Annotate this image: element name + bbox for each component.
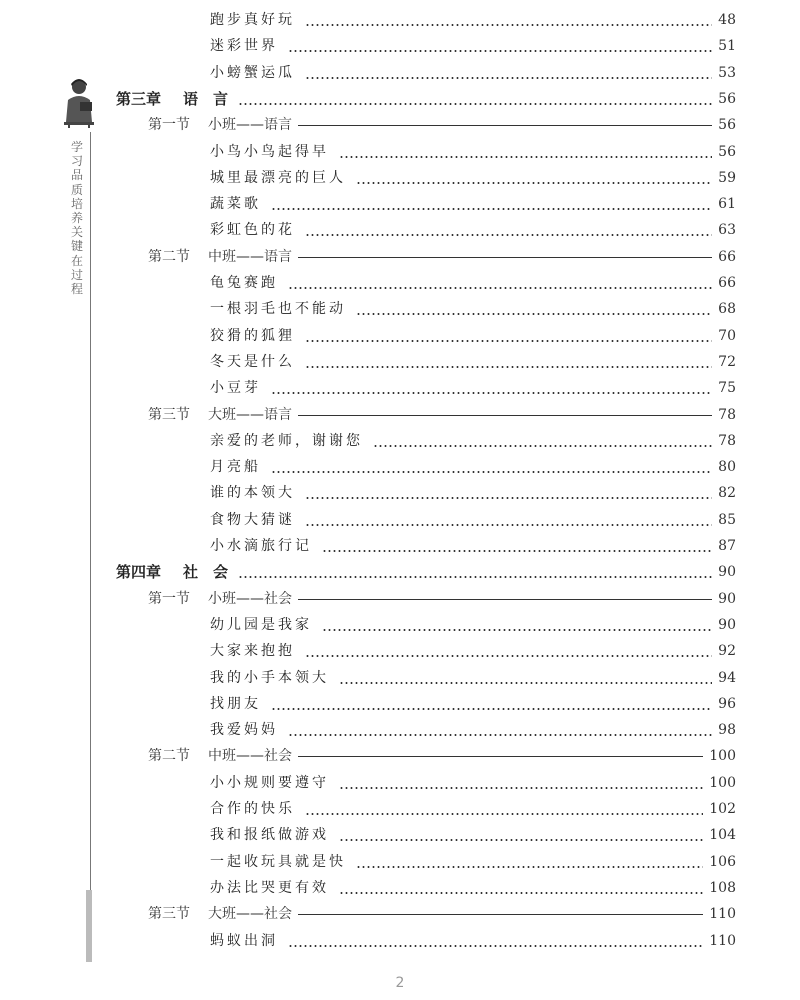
toc-leader <box>305 234 712 236</box>
toc-title: 狡猾的狐狸 <box>210 327 295 344</box>
toc-title: 一根羽毛也不能动 <box>210 301 346 318</box>
toc-page-number: 51 <box>718 38 736 55</box>
toc-page-number: 100 <box>709 774 736 791</box>
toc-leader <box>356 866 703 868</box>
toc-leader <box>356 313 712 315</box>
toc-title: 亲爱的老师，谢谢您 <box>210 432 363 449</box>
toc-item-row <box>210 615 736 635</box>
toc-leader <box>339 892 703 894</box>
toc-page-number: 72 <box>718 353 736 370</box>
toc-item-row <box>210 720 736 740</box>
toc-title: 小螃蟹运瓜 <box>210 64 295 81</box>
toc-leader <box>298 257 712 258</box>
toc-title <box>148 115 292 135</box>
toc-section-row <box>148 589 736 609</box>
toc-title: 小水滴旅行记 <box>210 538 312 554</box>
toc-title: 迷彩世界 <box>210 38 278 55</box>
toc-leader <box>322 629 712 631</box>
toc-leader <box>288 50 712 52</box>
toc-leader <box>271 708 712 710</box>
toc-page-number: 90 <box>718 564 736 581</box>
toc-label: 语 言 <box>183 89 229 108</box>
toc-leader <box>305 340 712 342</box>
toc-page-number: 110 <box>709 932 736 949</box>
toc-title: 小小规则要遵守 <box>210 774 329 791</box>
toc-item-row <box>210 694 736 714</box>
toc-page-number: 53 <box>718 64 736 81</box>
toc-leader <box>271 392 712 394</box>
toc-leader <box>288 734 712 736</box>
toc-leader <box>339 839 703 841</box>
toc-page-number: 68 <box>718 301 736 318</box>
toc-number: 第三章 <box>116 89 162 108</box>
toc-page-number: 80 <box>718 459 736 476</box>
toc-label: 小班——语言 <box>208 117 292 134</box>
toc-section-row <box>148 247 736 267</box>
toc-title <box>116 562 228 582</box>
toc-item-row <box>210 36 736 56</box>
toc-title: 合作的快乐 <box>210 801 295 817</box>
toc-title <box>148 746 292 766</box>
toc-leader <box>238 576 712 578</box>
toc-leader <box>298 599 712 600</box>
toc-leader <box>339 682 712 684</box>
toc-title: 龟兔赛跑 <box>210 275 278 291</box>
toc-title: 冬天是什么 <box>210 353 295 370</box>
toc-item-row <box>210 641 736 661</box>
toc-page-number: 48 <box>718 12 736 28</box>
toc-number: 第一节 <box>148 590 190 607</box>
toc-number: 第一节 <box>148 117 190 134</box>
toc-page-number: 106 <box>709 853 736 870</box>
toc-title: 找朋友 <box>210 695 261 712</box>
toc-item-row <box>210 194 736 214</box>
toc-title <box>148 904 292 924</box>
toc-page-number: 94 <box>718 669 736 686</box>
toc-page-number: 98 <box>718 722 736 739</box>
toc-page-number: 75 <box>718 380 736 397</box>
toc-page-number: 56 <box>718 143 736 160</box>
toc-title: 大家来抱抱 <box>210 643 295 660</box>
toc-title: 小豆芽 <box>210 380 261 397</box>
toc-page-number: 82 <box>718 485 736 502</box>
toc-page-number: 56 <box>718 117 736 134</box>
toc-page-number: 110 <box>709 906 736 923</box>
toc-page-number: 87 <box>718 538 736 554</box>
running-title: 学习品质培养关键在过程 <box>70 140 83 297</box>
toc-leader <box>288 287 712 289</box>
toc-title: 食物大猜谜 <box>210 511 295 528</box>
toc-leader <box>305 813 703 815</box>
toc-leader <box>305 497 712 499</box>
toc-leader <box>271 208 712 210</box>
toc-page-number: 78 <box>718 432 736 449</box>
toc-page-number: 63 <box>718 222 736 239</box>
toc-number: 第二节 <box>148 748 190 765</box>
toc-leader <box>373 445 712 447</box>
toc-leader <box>322 550 712 552</box>
toc-number: 第三节 <box>148 406 190 423</box>
toc-leader <box>271 471 712 473</box>
toc-item-row <box>210 510 736 530</box>
toc-item-row <box>210 10 736 30</box>
toc-title: 蚂蚁出洞 <box>210 932 278 949</box>
toc-page-number: 85 <box>718 511 736 528</box>
toc-number: 第三节 <box>148 906 190 923</box>
toc-leader <box>238 103 712 105</box>
toc-title <box>148 589 292 609</box>
toc-label: 中班——社会 <box>208 748 292 765</box>
toc-title: 小鸟小鸟起得早 <box>210 143 329 160</box>
toc-item-row <box>210 378 736 398</box>
toc-section-row <box>148 904 736 924</box>
toc-title: 幼儿园是我家 <box>210 616 312 633</box>
toc-item-row <box>210 431 736 451</box>
toc-title: 办法比哭更有效 <box>210 879 329 896</box>
toc-leader <box>305 524 712 526</box>
toc-page-number: 90 <box>718 590 736 607</box>
toc-number: 第四章 <box>116 563 162 582</box>
toc-page-number: 90 <box>718 616 736 633</box>
toc-title: 城里最漂亮的巨人 <box>210 169 346 186</box>
toc-item-row <box>210 773 736 793</box>
toc-page-number: 56 <box>718 90 736 107</box>
toc-item-row <box>210 799 736 819</box>
toc-item-row <box>210 168 736 188</box>
toc-label: 社 会 <box>183 563 229 582</box>
toc-page-number: 59 <box>718 169 736 186</box>
toc-item-row <box>210 483 736 503</box>
toc-item-row <box>210 931 736 951</box>
toc-label: 中班——语言 <box>208 248 292 265</box>
toc-page-number: 66 <box>718 248 736 265</box>
toc-page-number: 108 <box>709 879 736 896</box>
toc-title: 蔬菜歌 <box>210 196 261 213</box>
toc-item-row <box>210 142 736 162</box>
toc-item-row <box>210 220 736 240</box>
toc-leader <box>288 945 703 947</box>
toc-chapter-row <box>116 562 736 582</box>
toc-leader <box>356 182 712 184</box>
toc-title: 彩虹色的花 <box>210 222 295 239</box>
toc-page-number: 70 <box>718 327 736 344</box>
toc-title <box>148 247 292 267</box>
toc-number: 第二节 <box>148 248 190 265</box>
toc-leader <box>339 156 712 158</box>
toc-chapter-row <box>116 89 736 109</box>
toc-item-row <box>210 852 736 872</box>
toc-title <box>148 405 292 425</box>
toc-title: 我的小手本领大 <box>210 669 329 686</box>
toc-page-number: 92 <box>718 643 736 660</box>
toc-page-number: 96 <box>718 695 736 712</box>
toc-label: 大班——社会 <box>208 906 292 923</box>
toc-leader <box>305 655 712 657</box>
toc-page-number: 78 <box>718 406 736 423</box>
toc-leader <box>305 366 712 368</box>
toc-leader <box>305 77 712 79</box>
toc-item-row <box>210 825 736 845</box>
toc-leader <box>305 24 712 26</box>
toc-title: 一起收玩具就是快 <box>210 853 346 870</box>
toc-title <box>116 89 228 109</box>
toc-leader <box>339 787 703 789</box>
toc-page-number: 104 <box>709 827 736 844</box>
toc-title: 我爱妈妈 <box>210 722 278 739</box>
toc-leader <box>298 415 712 416</box>
toc-item-row <box>210 273 736 293</box>
toc-section-row <box>148 405 736 425</box>
toc-item-row <box>210 457 736 477</box>
toc-item-row <box>210 299 736 319</box>
toc-item-row <box>210 352 736 372</box>
toc-item-row <box>210 668 736 688</box>
toc-item-row <box>210 63 736 83</box>
toc-page-number: 102 <box>709 801 736 817</box>
toc-title: 我和报纸做游戏 <box>210 827 329 844</box>
page-number: 2 <box>395 975 405 991</box>
toc-leader <box>298 125 712 126</box>
toc-item-row <box>210 326 736 346</box>
toc-leader <box>298 914 703 915</box>
toc-item-row <box>210 536 736 556</box>
toc-section-row <box>148 746 736 766</box>
toc-leader <box>298 756 703 757</box>
toc-label: 小班——社会 <box>208 590 292 607</box>
toc-page-number: 66 <box>718 275 736 291</box>
toc-title: 跑步真好玩 <box>210 12 295 28</box>
toc-page-number: 100 <box>709 748 736 765</box>
toc-label: 大班——语言 <box>208 406 292 423</box>
toc-item-row <box>210 878 736 898</box>
toc-title: 谁的本领大 <box>210 485 295 502</box>
toc-title: 月亮船 <box>210 459 261 476</box>
toc-page-number: 61 <box>718 196 736 213</box>
toc-section-row <box>148 115 736 135</box>
